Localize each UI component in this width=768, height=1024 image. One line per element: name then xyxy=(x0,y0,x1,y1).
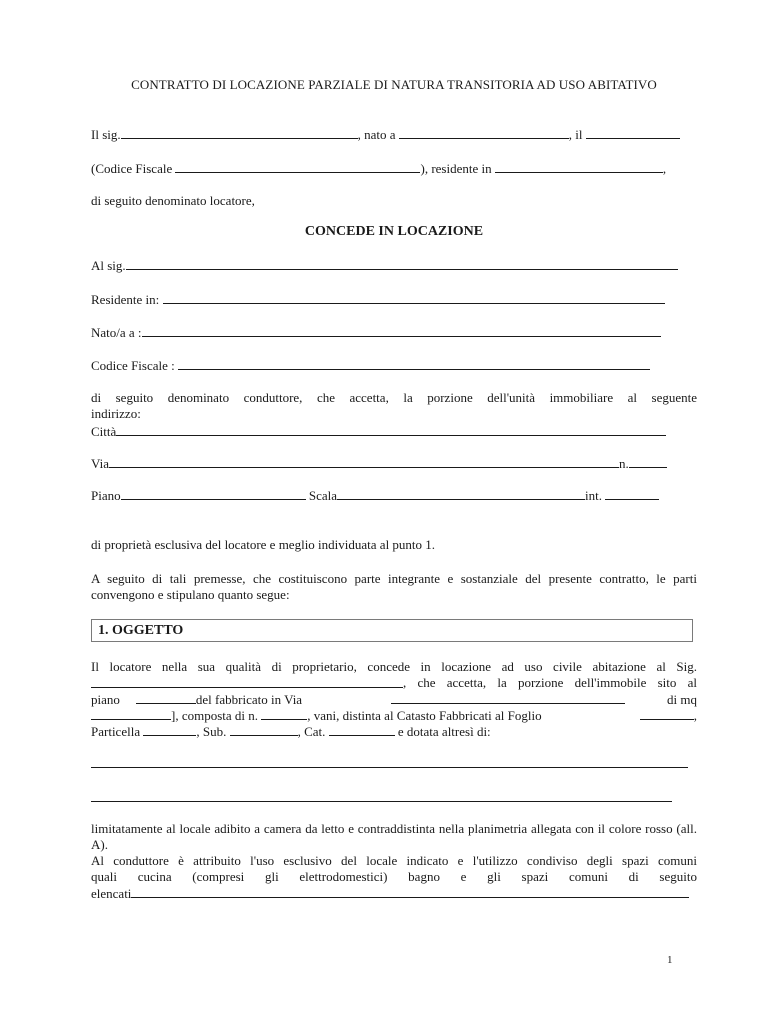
conduttore-uso-line-3 xyxy=(91,885,697,902)
citta-blank[interactable] xyxy=(116,423,666,436)
comma: , xyxy=(662,161,667,176)
oggetto-line-2 xyxy=(91,675,697,691)
conduttore-uso-line-1: Al conduttore è attribuito l'uso esclusivo del locale indicato e l'utilizzo condiviso degli spazi comuni xyxy=(91,853,697,868)
particella-label: Particella xyxy=(91,724,141,739)
sub-blank[interactable] xyxy=(230,723,298,736)
conduttore-residence-blank[interactable] xyxy=(163,291,665,304)
oggetto-piano-blank[interactable] xyxy=(136,691,196,704)
nato-a-label: Nato/a a : xyxy=(91,325,142,340)
section-1-heading: 1. OGGETTO xyxy=(91,619,693,642)
elencati-label: elencati xyxy=(91,886,132,901)
via-line xyxy=(91,455,697,472)
cat-blank[interactable] xyxy=(329,723,395,736)
n-label: n. xyxy=(619,456,629,471)
denominato-conduttore-line2: indirizzo: xyxy=(91,406,141,421)
composta-text: ], composta di n. xyxy=(171,708,259,723)
int-label: int. xyxy=(585,488,603,503)
via-blank[interactable] xyxy=(109,455,619,468)
premesse-text: A seguito di tali premesse, che costituiscono parte integrante e sostanziale del presente contratto, le parti convengono e stipulano quanto segue: xyxy=(91,571,697,602)
locatore-birthplace-blank[interactable] xyxy=(399,126,569,139)
cat-label: , Cat. xyxy=(297,724,326,739)
nato-line xyxy=(91,324,697,341)
dotata-blank-line-2[interactable] xyxy=(91,801,672,802)
vani-blank[interactable] xyxy=(261,707,307,720)
conduttore-birthplace-blank[interactable] xyxy=(142,324,661,337)
al-sig-line xyxy=(91,257,697,274)
scala-label: Scala xyxy=(308,488,338,503)
oggetto-sig-blank[interactable] xyxy=(91,675,403,688)
document-title: CONTRATTO DI LOCAZIONE PARZIALE DI NATURA TRANSITORIA AD USO ABITATIVO xyxy=(131,77,657,92)
al-sig-label: Al sig. xyxy=(91,258,126,273)
concede-heading: CONCEDE IN LOCAZIONE xyxy=(304,224,484,239)
oggetto-line-1: Il locatore nella sua qualità di proprietario, concede in locazione ad uso civile abitazione al Sig. xyxy=(91,659,697,674)
oggetto-line-4 xyxy=(91,707,697,724)
foglio-comma: , xyxy=(693,708,697,723)
piano-label: Piano xyxy=(91,488,121,503)
denominato-conduttore-line1: di seguito denominato conduttore, che accetta, la porzione dell'unità immobiliare al seguente xyxy=(91,390,697,405)
interno-blank[interactable] xyxy=(605,487,659,500)
fabbricato-via-text: del fabbricato in Via xyxy=(195,692,303,707)
residente-line xyxy=(91,291,697,308)
dotata-text: e dotata altresì di: xyxy=(397,724,491,739)
limitatamente-text: limitatamente al locale adibito a camera da letto e contraddistinta nella planimetria allegata con il colore rosso (all. A). xyxy=(91,821,697,852)
dotata-blank-line-1[interactable] xyxy=(91,767,688,768)
mq-blank[interactable] xyxy=(91,707,171,720)
piano-word: piano xyxy=(91,692,120,707)
conduttore-cf-blank[interactable] xyxy=(178,357,650,370)
locatore-residence-blank[interactable] xyxy=(495,160,663,173)
sig-label: Il sig. xyxy=(91,127,121,142)
il-label: , il xyxy=(568,127,583,142)
citta-line xyxy=(91,423,697,440)
nato-label: , nato a xyxy=(357,127,396,142)
locatore-line-1 xyxy=(91,126,697,143)
foglio-blank[interactable] xyxy=(640,707,694,720)
locatore-name-blank[interactable] xyxy=(121,126,358,139)
locatore-cf-blank[interactable] xyxy=(175,160,420,173)
page-number: 1 xyxy=(667,954,673,966)
cf-open-label: (Codice Fiscale xyxy=(91,161,173,176)
conduttore-uso-line-2: quali cucina (compresi gli elettrodomestici) bagno e gli spazi comuni di seguito xyxy=(91,869,697,884)
piano-scala-line xyxy=(91,487,697,504)
locatore-birthdate-blank[interactable] xyxy=(586,126,680,139)
di-mq-text: di mq xyxy=(667,692,697,707)
sub-label: , Sub. xyxy=(196,724,227,739)
catasto-text: , vani, distinta al Catasto Fabbricati al Foglio xyxy=(307,708,542,723)
citta-label: Città xyxy=(91,424,117,439)
via-label: Via xyxy=(91,456,109,471)
residente-in-label: Residente in: xyxy=(91,292,160,307)
particella-blank[interactable] xyxy=(143,723,196,736)
civic-number-blank[interactable] xyxy=(629,455,667,468)
locatore-denominato: di seguito denominato locatore, xyxy=(91,193,255,208)
residente-label: ), residente in xyxy=(420,161,492,176)
codice-fiscale-label: Codice Fiscale : xyxy=(91,358,175,373)
locatore-line-2 xyxy=(91,160,697,177)
oggetto-line-5 xyxy=(91,723,697,740)
oggetto-accetta-text: , che accetta, la porzione dell'immobile sito al xyxy=(403,675,697,690)
elencati-blank[interactable] xyxy=(131,885,689,898)
piano-blank[interactable] xyxy=(121,487,306,500)
conduttore-name-blank[interactable] xyxy=(126,257,678,270)
cf-line xyxy=(91,357,697,374)
oggetto-via-blank[interactable] xyxy=(391,691,625,704)
proprieta-text: di proprietà esclusiva del locatore e meglio individuata al punto 1. xyxy=(91,537,436,552)
scala-blank[interactable] xyxy=(337,487,585,500)
oggetto-line-3 xyxy=(91,691,697,708)
